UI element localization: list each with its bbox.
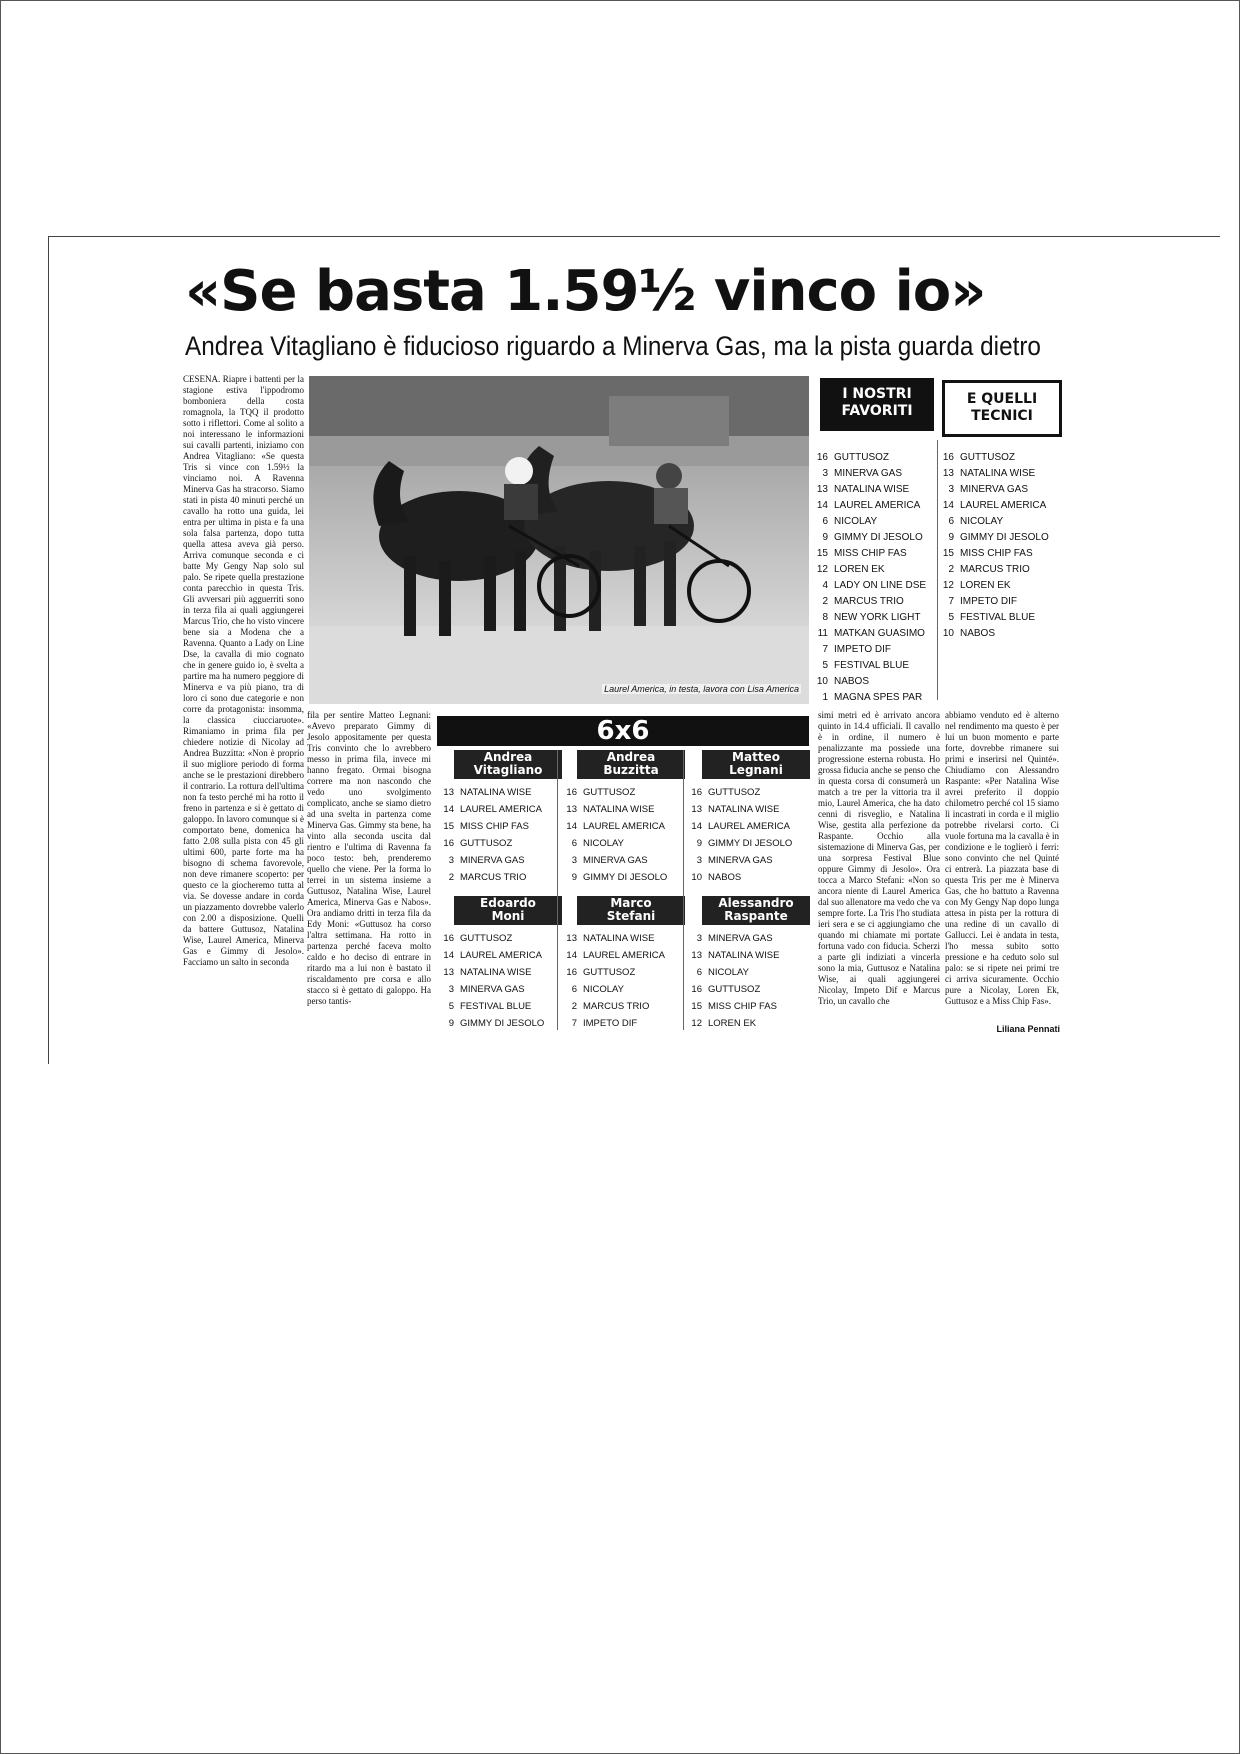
horse-number: 13 [443,967,454,978]
horse-number: 2 [448,872,454,883]
article-column-3: simi metri ed è arrivato ancora quinto in 14.4 ufficiali. Il cavallo è in ordine, il numero è penalizzante ma possiede una progressione esterna robusta. Ho grossa fiducia anche se penso che in questa corsa di consumerà un match a tre per la vittoria tra il mio, Laurel America, che ha dato cenni di risveglio, e Natalina Wise, gestita alla perfezione da Raspante. Occhio alla sistemazione di Minerva Gas, per una sorpresa Festival Blue oppure Gimmy di Jesolo». Ora tocca a Marco Stefani: «Non so ancora niente di Laurel America dal suo allenatore ma vedo che va sempre forte. La Tris l'ho studiata ieri sera e se ci aggiungiamo che quando mi chiamate mi portate fortuna vado con fiducia. Scherzi a parte gli indiziati a vincerla sono la mia, Guttusoz e Natalina Wise, ai quali aggiungerei Nicolay, Impeto Dif e Marcus Trio, un cavallo che [818,710,940,1006]
horse-name: LAUREL AMERICA [460,950,543,961]
expert-pick [440,998,558,1015]
horse-name: MINERVA GAS [834,468,902,479]
horse-number: 7 [822,644,828,655]
horse-number: 14 [443,950,454,961]
horse-name: MINERVA GAS [708,855,773,866]
horse-name: NATALINA WISE [708,950,780,961]
horse-name: LOREN EK [960,580,1011,591]
horse-name: GUTTUSOZ [583,787,636,798]
horse-entry [938,546,1060,562]
horse-number: 3 [948,484,954,495]
horse-entry [938,530,1060,546]
favorites-heading: I NOSTRI FAVORITI [820,378,934,431]
article-column-1: CESENA. Riapre i battenti per la stagione estiva l'ippodromo bomboniera della costa romagnola, la TQQ il prodotto sotto i riflettori. Come al solito a noi interessano le informazioni sui cavalli partenti, iniziamo con Andrea Vitagliano: «Se questa Tris si vince con 1.59½ la vinciamo noi. A Ravenna Minerva Gas ha stracorso. Siamo stati in pista 40 minuti perché un cavallo ha rotto una guida, lei entra per ultima in pista e fa una sola falsa partenza, dopo tutta quella attesa aveva già perso. Arriva comunque seconda e ci batte My Gengy Nap solo sul palo. Se ripete quella prestazione conta parecchio in questa Tris. Gli avversari più agguerriti sono in terza fila ai quali aggiungerei Marcus Trio, che ho visto vincere bene sia a Modena che a Ravenna. Quanto a Lady on Line Dse, la cavalla di mio cognato che in genere guido io, è svelta a partire ma ha numero peggiore di Minerva e va più piano, tra di loro ci sono due categorie e non corre da protagonista: insomma, la classica ciucciaruote». Rimaniamo in prima fila per chiedere notizie di Nicolay ad Andrea Buzzitta: «Non è proprio il suo migliore periodo di forma anche se le prestazioni direbbero il contrario. La rottura dell'ultima non fa testo perché mi ha rotto il freno in partenza e si è gettato di galoppo. In lavoro comunque si è comportato bene, domenica ha fatto 2.08 sulla pista con 45 gli ultimi 600, parte forte ma ha bisogno di schema favorevole, non deve rimanere scoperto: per questo ce la giocheremo tutta al via. Se dovesse andare in corda un piazzamento dovrebbe valerlo con 2.00 a disposizione. Quelli da battere Guttusoz, Natalina Wise, Laurel America, Minerva Gas e Gimmy di Jesolo». Facciamo un salto in seconda [183,374,304,967]
horse-entry [938,578,1060,594]
horse-number: 15 [816,548,828,559]
horse-number: 6 [948,516,954,527]
horse-name: NICOLAY [583,838,625,849]
horse-number: 2 [822,596,828,607]
horse-name: MARCUS TRIO [960,564,1030,575]
horse-name: NATALINA WISE [583,804,655,815]
horse-number: 7 [571,1018,577,1029]
horse-name: LADY ON LINE DSE [834,580,927,591]
horse-number: 14 [691,821,702,832]
horse-number: 13 [691,804,702,815]
horse-name: NATALINA WISE [960,468,1036,479]
horse-entry [938,450,1060,466]
expert-pick [563,930,681,947]
expert-pick [563,947,681,964]
horse-name: LOREN EK [708,1018,757,1029]
expert-name-heading: Edoardo Moni [454,896,562,925]
expert-pick [563,869,681,886]
horse-number: 3 [696,933,702,944]
horse-number: 13 [816,484,828,495]
photo-illustration [309,376,809,704]
horse-entry [938,482,1060,498]
horse-number: 3 [448,984,454,995]
horse-entry [812,514,934,530]
article-column-2: fila per sentire Matteo Legnani: «Avevo preparato Gimmy di Jesolo appositamente per questa Tris convinto che lo avrebbero messo in prima fila, invece mi hanno fregato. Ormai bisogna correre ma non nascondo che vedo uno svolgimento complicato, anche se siamo dietro ad una svelta in partenza come Minerva Gas. Gimmy sta bene, ha vinto alla seconda uscita dal rientro e l'ultima di Ravenna fa poco testo: beh, prenderemo quello che viene. Per la forma lo terrei in un sistema insieme a Guttusoz, Natalina Wise, Laurel America, Minerva Gas e Nabos». Ora andiamo dritti in terza fila da Edy Moni: «Guttusoz ha corso l'altra settimana. Ha rotto in partenza perché faceva molto caldo e ho deciso di entrare in ritardo ma a lui non è bastato il riscaldamento pre corsa e allo stacco si è gettato di galoppo. Ha perso tantis- [307,710,431,1006]
horse-number: 16 [443,838,454,849]
horse-name: NICOLAY [960,516,1004,527]
horse-number: 16 [566,967,577,978]
expert-pick [440,1015,558,1032]
horse-number: 13 [566,804,577,815]
horse-name: GUTTUSOZ [834,452,889,463]
expert-pick [563,818,681,835]
horse-name: IMPETO DIF [834,644,892,655]
expert-picks-list [563,930,681,1032]
horse-number: 14 [566,950,577,961]
horse-number: 16 [691,787,702,798]
expert-name-heading: Andrea Vitagliano [454,750,562,779]
horse-name: NABOS [834,676,870,687]
expert-pick [440,835,558,852]
byline: Liliana Pennati [996,1024,1060,1034]
horse-number: 6 [822,516,828,527]
expert-pick [563,981,681,998]
expert-pick [440,784,558,801]
expert-pick [688,784,806,801]
horse-name: NICOLAY [708,967,750,978]
horse-entry [812,594,934,610]
expert-picks-list [440,930,558,1032]
technicians-heading: E QUELLI TECNICI [942,380,1062,437]
horse-name: LAUREL AMERICA [708,821,791,832]
horse-number: 16 [816,452,828,463]
horse-entry [812,546,934,562]
expert-pick [563,784,681,801]
horse-entry [812,642,934,658]
horse-number: 8 [822,612,828,623]
horse-number: 13 [691,950,702,961]
expert-pick [563,1015,681,1032]
horse-name: GIMMY DI JESOLO [834,532,923,543]
horse-number: 10 [691,872,702,883]
horse-name: MISS CHIP FAS [834,548,907,559]
horse-name: GUTTUSOZ [960,452,1015,463]
horse-entry [938,626,1060,642]
expert-name-heading: Andrea Buzzitta [577,750,685,779]
expert-pick [440,869,558,886]
horse-number: 15 [443,821,454,832]
horse-number: 16 [691,984,702,995]
horse-number: 3 [696,855,702,866]
expert-pick [688,1015,806,1032]
horse-name: GUTTUSOZ [460,838,513,849]
subheadline: Andrea Vitagliano è fiducioso riguardo a Minerva Gas, ma la pista guarda dietro [185,331,1041,361]
expert-pick [688,818,806,835]
expert-pick [563,801,681,818]
horse-name: FESTIVAL BLUE [460,1001,532,1012]
expert-pick [440,852,558,869]
horse-number: 9 [696,838,702,849]
horse-number: 5 [448,1001,454,1012]
horse-name: MINERVA GAS [460,855,525,866]
horse-name: GUTTUSOZ [583,967,636,978]
horse-number: 12 [816,564,828,575]
sixbysix-banner: 6x6 [437,716,809,746]
expert-pick [688,981,806,998]
horse-name: NICOLAY [583,984,625,995]
horse-number: 5 [948,612,954,623]
horse-entry [938,610,1060,626]
horse-name: NATALINA WISE [460,787,532,798]
experts-divider-2 [683,750,684,1030]
horse-number: 6 [696,967,702,978]
horse-number: 5 [822,660,828,671]
horse-name: NEW YORK LIGHT [834,612,921,623]
horse-entry [938,514,1060,530]
expert-pick [688,835,806,852]
horse-number: 6 [571,984,577,995]
horse-name: NABOS [708,872,742,883]
expert-pick [688,930,806,947]
expert-picks-list [440,784,558,886]
expert-pick [688,964,806,981]
horse-number: 12 [691,1018,702,1029]
photo-harness-racing [309,376,809,704]
horse-name: MISS CHIP FAS [960,548,1033,559]
expert-pick [563,835,681,852]
horse-name: GIMMY DI JESOLO [583,872,668,883]
horse-name: FESTIVAL BLUE [960,612,1036,623]
horse-number: 10 [816,676,828,687]
horse-number: 14 [942,500,954,511]
headline: «Se basta 1.59½ vinco io» [185,259,986,324]
horse-name: MINERVA GAS [460,984,525,995]
technicians-list [938,450,1060,642]
horse-number: 9 [571,872,577,883]
horse-name: LOREN EK [834,564,885,575]
horse-name: MISS CHIP FAS [708,1001,777,1012]
expert-picks-list [563,784,681,886]
horse-name: GIMMY DI JESOLO [960,532,1049,543]
horse-name: NATALINA WISE [708,804,780,815]
horse-number: 3 [448,855,454,866]
experts-divider-1 [557,750,558,1030]
photo-caption: Laurel America, in testa, lavora con Lisa America [604,684,799,694]
expert-pick [688,947,806,964]
horse-number: 13 [566,933,577,944]
horse-number: 14 [816,500,828,511]
horse-name: FESTIVAL BLUE [834,660,910,671]
horse-entry [938,594,1060,610]
horse-name: GUTTUSOZ [460,933,513,944]
horse-number: 2 [948,564,954,575]
horse-number: 2 [571,1001,577,1012]
horse-entry [812,626,934,642]
horse-number: 16 [566,787,577,798]
expert-pick [688,869,806,886]
horse-name: MINERVA GAS [708,933,773,944]
expert-pick [440,964,558,981]
horse-name: MISS CHIP FAS [460,821,529,832]
horse-name: NICOLAY [834,516,878,527]
horse-number: 9 [448,1018,454,1029]
expert-pick [563,964,681,981]
horse-name: NATALINA WISE [583,933,655,944]
horse-name: IMPETO DIF [583,1018,638,1029]
expert-pick [440,981,558,998]
horse-number: 4 [822,580,828,591]
horse-name: LAUREL AMERICA [834,500,921,511]
horse-name: LAUREL AMERICA [583,821,666,832]
expert-pick [563,852,681,869]
expert-pick [688,998,806,1015]
horse-name: MARCUS TRIO [583,1001,650,1012]
expert-pick [440,818,558,835]
horse-entry [938,466,1060,482]
horse-name: GUTTUSOZ [708,984,761,995]
horse-number: 14 [443,804,454,815]
horse-name: NABOS [960,628,996,639]
horse-number: 9 [822,532,828,543]
horse-number: 6 [571,838,577,849]
horse-number: 15 [942,548,954,559]
horse-name: MATKAN GUASIMO [834,628,925,639]
clipping-edge-top [48,236,1220,237]
horse-number: 11 [817,628,828,639]
horse-name: LAUREL AMERICA [583,950,666,961]
horse-entry [938,562,1060,578]
horse-name: MARCUS TRIO [834,596,904,607]
expert-pick [440,947,558,964]
horse-name: GIMMY DI JESOLO [460,1018,545,1029]
horse-entry [938,498,1060,514]
horse-number: 12 [942,580,954,591]
horse-entry [812,674,934,690]
horse-name: MARCUS TRIO [460,872,527,883]
horse-entry [812,578,934,594]
expert-picks-list [688,784,806,886]
horse-entry [812,530,934,546]
expert-name-heading: Alessandro Raspante [702,896,810,925]
horse-entry [812,610,934,626]
horse-entry [812,658,934,674]
horse-number: 16 [942,452,954,463]
favorites-list [812,450,934,706]
horse-name: GIMMY DI JESOLO [708,838,793,849]
horse-number: 13 [443,787,454,798]
expert-pick [440,801,558,818]
expert-pick [440,930,558,947]
horse-number: 15 [691,1001,702,1012]
horse-number: 13 [942,468,954,479]
horse-number: 1 [822,692,828,703]
horse-name: NATALINA WISE [834,484,910,495]
horse-name: NATALINA WISE [460,967,532,978]
horse-number: 3 [822,468,828,479]
horse-entry [812,482,934,498]
horse-entry [812,450,934,466]
horse-name: MAGNA SPES PAR [834,692,923,703]
horse-name: MINERVA GAS [960,484,1028,495]
horse-number: 16 [443,933,454,944]
horse-name: MINERVA GAS [583,855,648,866]
horse-entry [812,562,934,578]
expert-pick [688,852,806,869]
favorites-divider [937,440,938,700]
horse-number: 10 [942,628,954,639]
horse-number: 3 [571,855,577,866]
clipping-edge-left [48,236,49,1064]
horse-number: 7 [948,596,954,607]
horse-name: LAUREL AMERICA [460,804,543,815]
article-column-4: abbiamo venduto ed è alterno nel rendimento ma questo è per lui un buon momento e parte forte, dovrebbe rimanere sui primi e inserirsi nel Quinté». Chiudiamo con Alessandro Raspante: «Per Natalina Wise avrei preferito il doppio chilometro perché col 15 siamo lì incastrati in corda e il miglio potrebbe rivelarsi corto. Ci vuole fortuna ma la cavalla è in condizione e le toglierò i ferri: sono convinto che nel Quinté ci entrerà. La piazzata base di questa Tris per me è Minerva Gas, che ho battuto a Ravenna con My Gengy Nap dopo lunga attesa in pista per la rottura di una redine di un cavallo di Gallucci. Lei è andata in testa, l'ho messa subito sotto pressione e ha ceduto solo sul palo: se si ripete nei primi tre ci arriva sicuramente. Occhio pure a Nicolay, Loren Ek, Guttusoz e a Miss Chip Fas». [945,710,1059,1006]
horse-number: 14 [566,821,577,832]
expert-pick [563,998,681,1015]
horse-name: IMPETO DIF [960,596,1018,607]
horse-entry [812,498,934,514]
horse-entry [812,466,934,482]
horse-name: GUTTUSOZ [708,787,761,798]
expert-name-heading: Matteo Legnani [702,750,810,779]
horse-number: 9 [948,532,954,543]
expert-picks-list [688,930,806,1032]
expert-name-heading: Marco Stefani [577,896,685,925]
horse-name: LAUREL AMERICA [960,500,1047,511]
horse-entry [812,690,934,706]
expert-pick [688,801,806,818]
